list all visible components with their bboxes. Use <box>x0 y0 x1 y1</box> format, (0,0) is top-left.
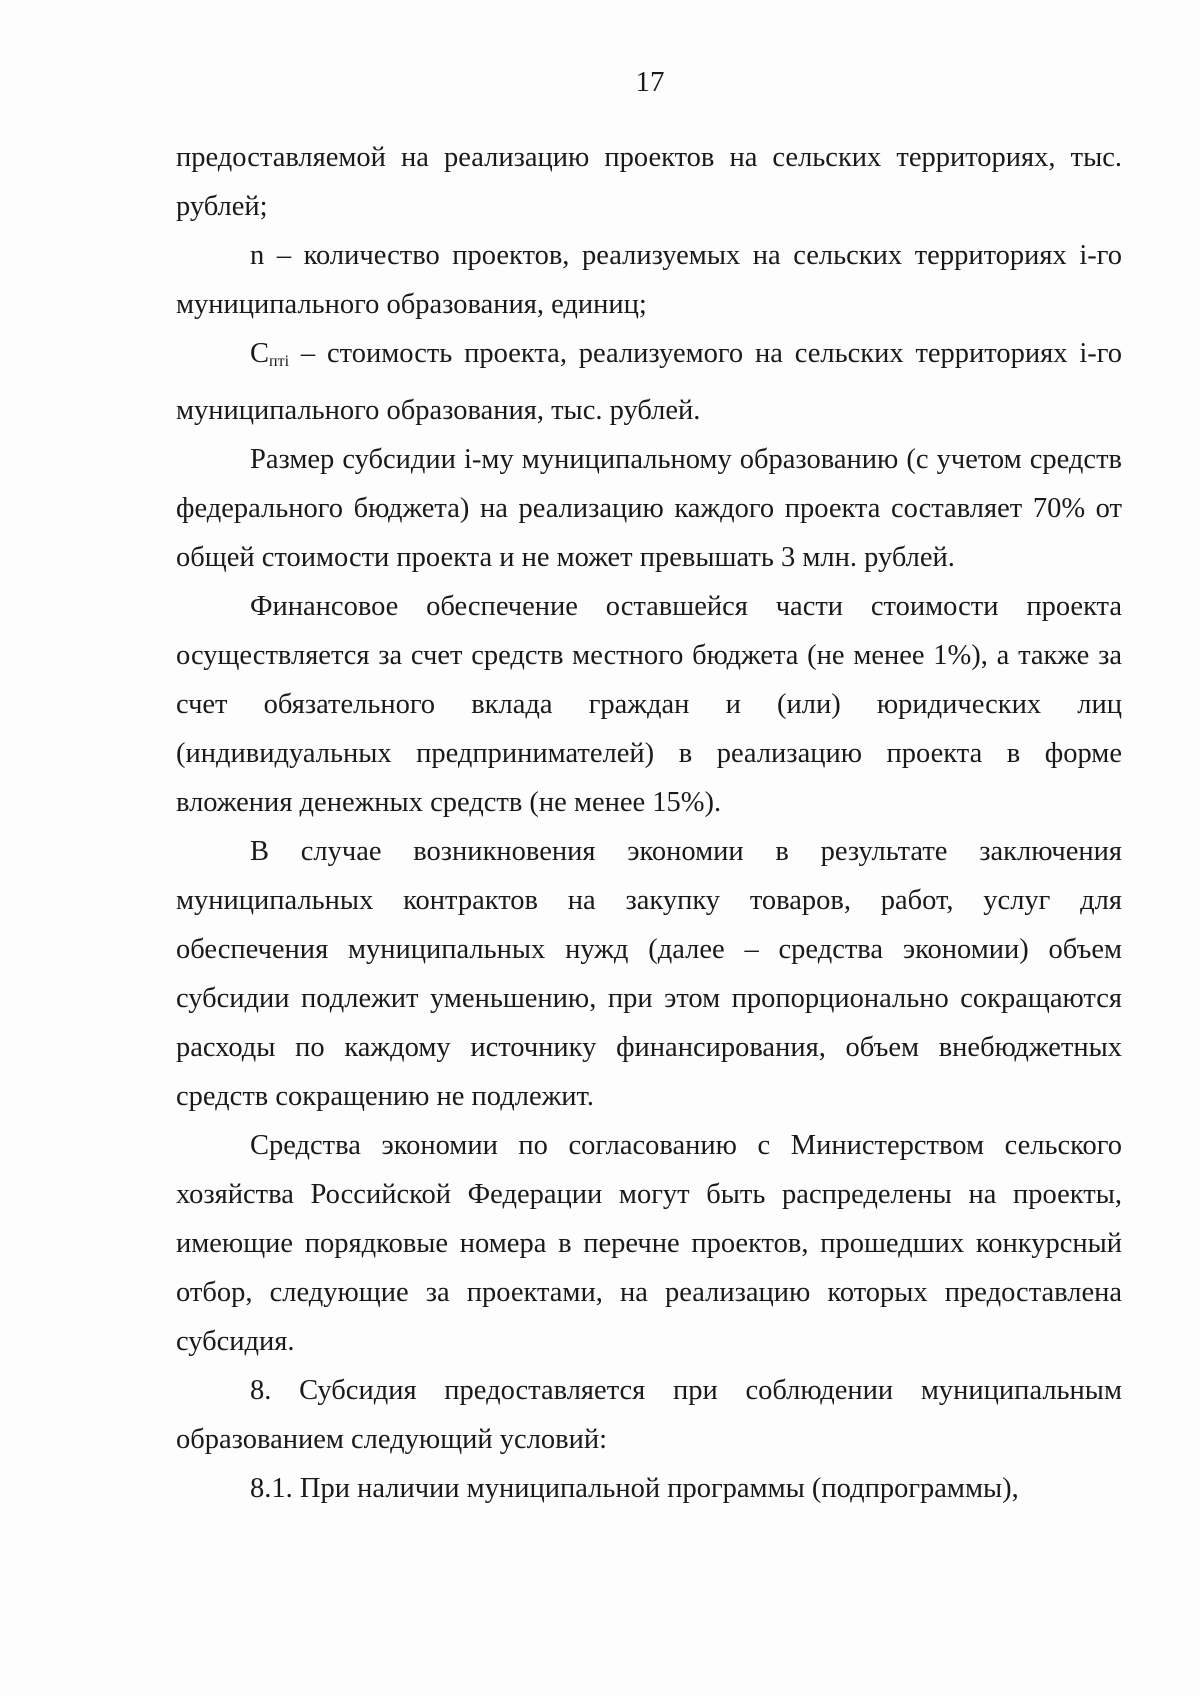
paragraph-savings: В случае возникновения экономии в результате заключения муниципальных контрактов на закупку товаров, работ, услуг для обеспечения муниципальных нужд (далее – средства экономии) объем субсидии подлежит уменьшению, при этом пропорционально сокращаются расходы по каждому источнику финансирования, объем внебюджетных средств сокращению не подлежит. <box>176 836 1122 1112</box>
page-number: 17 <box>635 66 665 98</box>
cost-symbol: С <box>250 338 270 369</box>
document-body <box>176 133 1122 1513</box>
paragraph-savings-distribution: Средства экономии по согласованию с Министерством сельского хозяйства Российской Федерации могут быть распределены на проекты, имеющие порядковые номера в перечне проектов, прошедших конкурсный отбор, следующие за проектами, на реализацию которых предоставлена субсидия. <box>176 1130 1122 1357</box>
paragraph-cost-definition <box>176 329 1122 435</box>
paragraph-item-8-1: 8.1. При наличии муниципальной программы (подпрограммы), <box>250 1473 1019 1504</box>
cost-definition-text: – стоимость проекта, реализуемого на сельских территориях i-го муниципального образования, тыс. рублей. <box>176 338 1122 426</box>
paragraph-continuation: предоставляемой на реализацию проектов на сельских территориях, тыс. рублей; <box>176 142 1122 222</box>
paragraph-subsidy-size: Размер субсидии i-му муниципальному образованию (с учетом средств федерального бюджета) на реализацию каждого проекта составляет 70% от общей стоимости проекта и не может превышать 3 млн. рублей. <box>176 444 1122 573</box>
paragraph-item-8: 8. Субсидия предоставляется при соблюдении муниципальным образованием следующий условий: <box>176 1375 1122 1455</box>
paragraph-financing: Финансовое обеспечение оставшейся части стоимости проекта осуществляется за счет средств местного бюджета (не менее 1%), а также за счет обязательного вклада граждан и (или) юридических лиц (индивидуальных предпринимателей) в реализацию проекта в форме вложения денежных средств (не менее 15%). <box>176 591 1122 818</box>
cost-symbol-subscript: птi <box>269 353 290 370</box>
paragraph-n-definition: n – количество проектов, реализуемых на сельских территориях i-го муниципального образования, единиц; <box>176 240 1122 320</box>
